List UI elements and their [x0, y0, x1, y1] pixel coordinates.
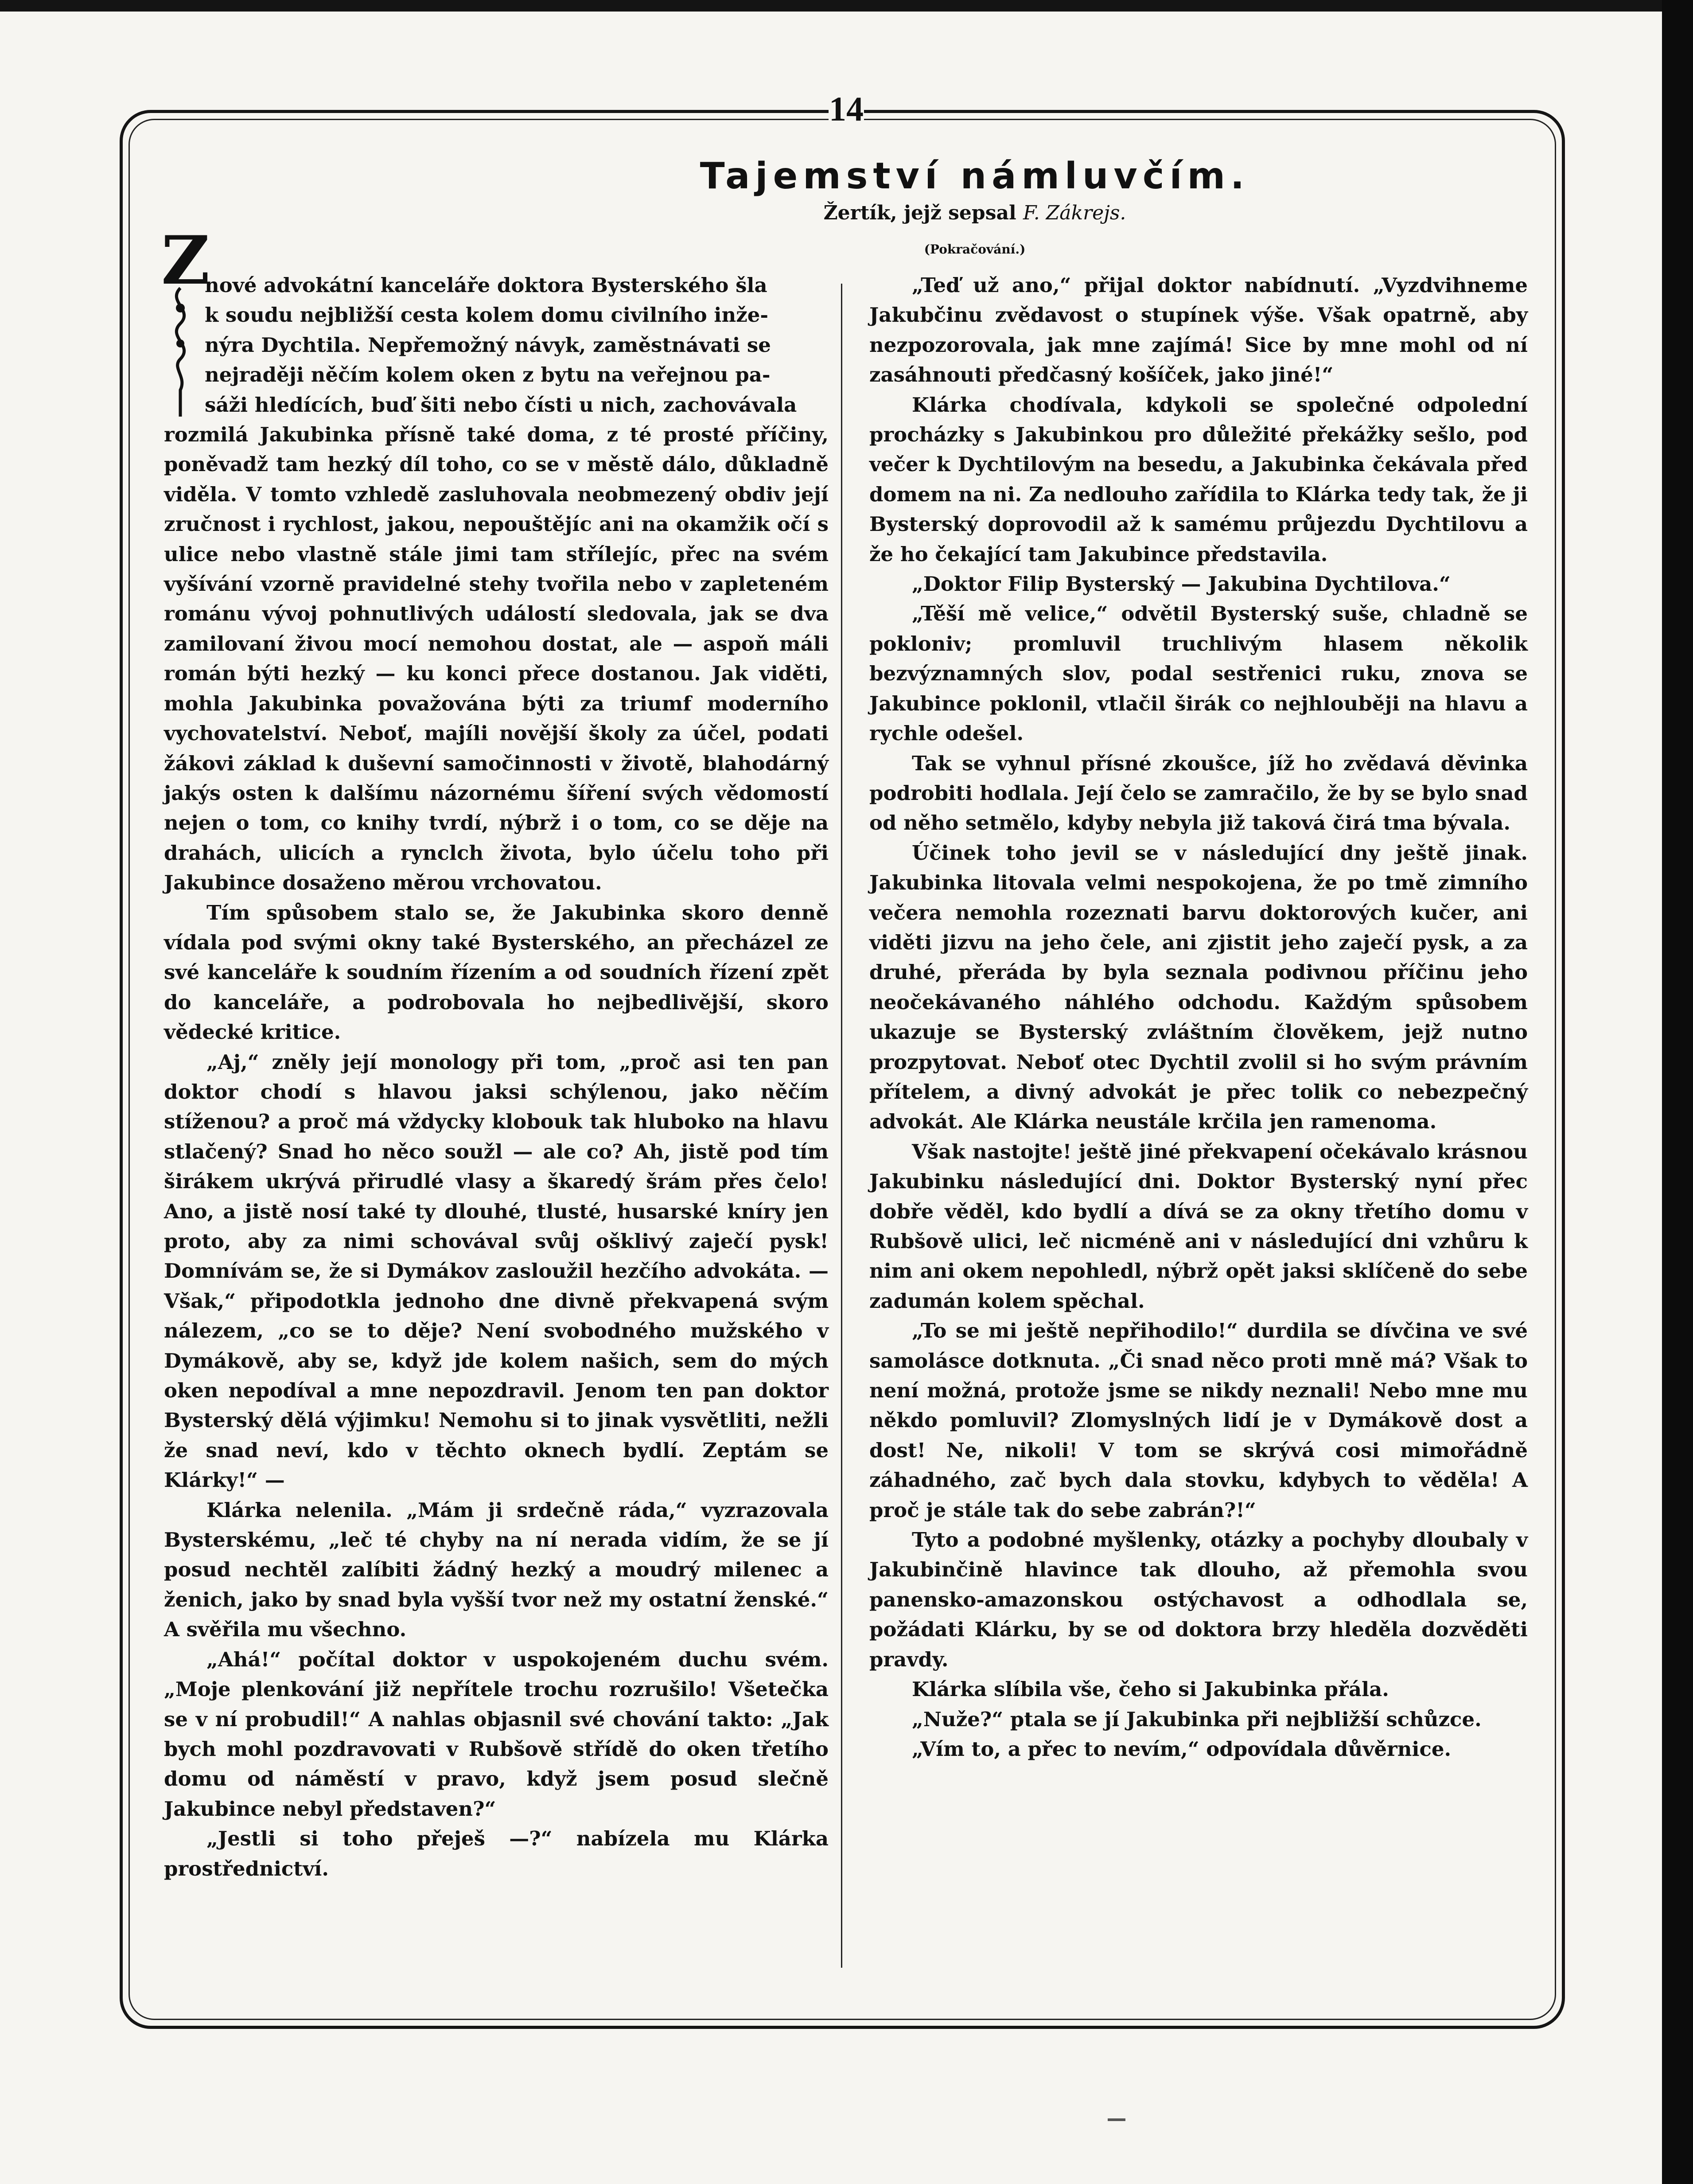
right-text-column: [869, 270, 1528, 1764]
paragraph: Klárka slíbila vše, čeho si Jakubinka přála.: [912, 1677, 1389, 1701]
paragraph: Však nastojte! ještě jiné překvapení očekávalo krásnou Jakubinku následující dni. Doktor Bysterský nyní přec dobře věděl, kdo bydlí a dívá se za okny třetího domu v Rubšově ulici, leč nicméně ani v následující dni vzhůru k nim ani okem nepohledl, nýbrž opět jaksi sklíčeně do sebe zadumán kolem spěchal.: [869, 1139, 1528, 1313]
print-speck: [1108, 2118, 1125, 2121]
paragraph: „Jestli si toho přeješ —?“ nabízela mu Klárka prostřednictví.: [164, 1827, 829, 1880]
article-title: Tajemství námluvčím.: [700, 155, 1250, 197]
paragraph: rozmilá Jakubinka přísně také doma, z té prosté příčiny, poněvadž tam hezký díl toho, co se v městě dálo, důkladně viděla. V tomto vzhledě zasluhovala neobmezený obdiv její zručnost i rychlost, jakou, nepouštějíc ani na okamžik očí s ulice nebo vlastně stále jimi tam střílejíc, přec na svém vyšívání vzorně pravidelné stehy tvořila nebo v zapleteném románu vývoj pohnutlivých událostí sledovala, jak se dva zamilovaní živou mocí nemohou dostat, ale — aspoň máli román býti hezký — ku konci přece dostanou. Jak viděti, mohla Jakubinka považována býti za triumf moderního vychovatelství. Neboť, majíli novější školy za účel, podati žákovi základ k duševní samočinnosti v životě, blahodárný jakýs osten k dalšímu názornému šíření svých vědomostí nejen o tom, co knihy tvrdí, nýbrž i o tom, co se děje na drahách, ulicích a rynclch života, bylo účelu toho při Jakubince dosaženo měrou vrchovatou.: [164, 423, 829, 895]
paragraph: Klárka nelenila. „Mám ji srdečně ráda,“ vyzrazovala Bysterskému, „leč té chyby na ní nerada vidím, že se jí posud nechtěl zalíbiti žádný hezký a moudrý milenec a ženich, jako by snad byla vyšší tvor než my ostatní ženské.“ A svěřila mu všechno.: [164, 1498, 829, 1642]
drop-cap-letter: Z: [161, 222, 210, 300]
text-line: nové advokátní kanceláře doktora Bysterského šla: [205, 273, 767, 297]
opening-lines: [205, 270, 829, 420]
paragraph: Klárka chodívala, kdykoli se společné odpolední procházky s Jakubinkou pro důležité překážky sešlo, pod večer k Dychtilovým na besedu, a Jakubinka čekávala před domem na ni. Za nedlouho zařídila to Klárka tedy tak, že ji Bysterský doprovodil až k samému průjezdu Dychtilovu a že ho čekající tam Jakubince představila.: [869, 393, 1528, 566]
subtitle-prefix: Žertík, jejž sepsal: [823, 202, 1016, 224]
paragraph: „Teď už ano,“ přijal doktor nabídnutí. „Vyzdvihneme Jakubčinu zvědavost o stupínek výše. Však opatrně, aby nezpozorovala, jak mne zajímá! Sice by mne mohl od ní zasáhnouti předčasný košíček, jako jiné!“: [869, 273, 1528, 387]
text-line: nejraději něčím kolem oken z bytu na veřejnou pa-: [205, 363, 771, 387]
column-divider: [841, 284, 842, 1968]
paragraph: „Těší mě velice,“ odvětil Bysterský suše, chladně se pokloniv; promluvil truchlivým hlasem několik bezvýznamných slov, podal sestřenici ruku, znova se Jakubince poklonil, vtlačil širák co nejhlouběji na hlavu a rychle odešel.: [869, 602, 1528, 745]
left-text-column: [164, 270, 829, 1884]
paragraph: Tím spůsobem stalo se, že Jakubinka skoro denně vídala pod svými okny také Bysterského, an přecházel ze své kanceláře k soudním řízením a od soudních řízení zpět do kanceláře, a podrobovala ho nejbedlivější, skoro vědecké kritice.: [164, 901, 829, 1044]
paragraph: „Ahá!“ počítal doktor v uspokojeném duchu svém. „Moje plenkování již nepřítele trochu rozrušilo! Všetečka se v ní probudil!“ A nahlas objasnil své chování takto: „Jak bych mohl pozdravovati v Rubšově střídě do oken třetího domu od náměstí v pravo, když jsem posud slečně Jakubince nebyl představen?“: [164, 1647, 829, 1821]
paragraph: „Vím to, a přec to nevím,“ odpovídala důvěrnice.: [912, 1737, 1452, 1761]
scan-border-top: [0, 0, 1693, 12]
paragraph: Tyto a podobné myšlenky, otázky a pochyby dloubaly v Jakubinčině hlavince tak dlouho, až přemohla svou panensko-amazonskou ostýchavost a odhodlala se, požádati Klárku, by se od doktora brzy hleděla dozvěděti pravdy.: [869, 1528, 1528, 1671]
author-name: F. Zákrejs.: [1023, 202, 1126, 224]
paragraph: Účinek toho jevil se v následující dny ještě jinak. Jakubinka litovala velmi nespokojena, že po tmě zimního večera nemohla rozeznati barvu doktorových kučer, ani viděti jizvu na jeho čele, ani zjistit jeho zaječí pysk, a za druhé, přeráda by byla seznala podivnou příčinu jeho neočekávaného náhlého odchodu. Každým spůsobem ukazuje se Bysterský zvláštním člověkem, jejž nutno prozpytovat. Neboť otec Dychtil zvolil si ho svým právním přítelem, a divný advokát je přec tolik co nebezpečný advokát. Ale Klárka neustále krčila jen ramenoma.: [869, 841, 1528, 1134]
paragraph: „Aj,“ zněly její monology při tom, „proč asi ten pan doktor chodí s hlavou jaksi schýlenou, jako něčím stíženou? a proč má vždycky klobouk tak hluboko na hlavu stlačený? Snad ho něco soužl — ale co? Ah, jistě pod tím širákem ukrývá přirudlé vlasy a škaredý šrám přes čelo! Ano, a jistě nosí také ty dlouhé, tlusté, husarské kníry jen proto, aby za nimi schovával svůj ošklivý zaječí pysk! Domnívám se, že si Dymákov zasloužil hezčího advokáta. — Však,“ připodotkla jednoho dne divně překvapená svým nálezem, „co se to děje? Není svobodného mužského v Dymákově, aby se, když jde kolem našich, sem do mých oken nepodíval a mne nepozdravil. Jenom ten pan doktor Bysterský dělá výjimku! Nemohu si to jinak vysvětliti, nežli že snad neví, kdo v těchto oknech bydlí. Zeptám se Klárky!“ —: [164, 1050, 829, 1492]
continuation-note: (Pokračování.): [924, 242, 1026, 257]
paragraph: „To se mi ještě nepřihodilo!“ durdila se dívčina ve své samolásce dotknuta. „Či snad něco proti mně má? Však to není možná, protože jsme se nikdy neznali! Nebo mne mu někdo pomluvil? Zlomyslných lidí je v Dymákově dost a dost! Ne, nikoli! V tom se skrývá cosi mimořádně záhadného, zač bych dala stovku, kdybych to věděla! A proč je stále tak do sebe zabrán?!“: [869, 1319, 1528, 1522]
article-subtitle: [443, 202, 1506, 224]
scan-border-right: [1662, 0, 1693, 2184]
text-line: nýra Dychtila. Nepřemožný návyk, zaměstnávati se: [205, 333, 771, 357]
paragraph: Tak se vyhnul přísné zkoušce, jíž ho zvědavá děvinka podrobiti hodlala. Její čelo se zamračilo, že by se bylo snad od něho setmělo, kdyby nebyla již taková čirá tma bývala.: [869, 751, 1528, 835]
paragraph: „Nuže?“ ptala se jí Jakubinka při nejbližší schůzce.: [912, 1707, 1482, 1731]
page-number: 14: [829, 87, 864, 131]
paragraph: „Doktor Filip Bysterský — Jakubina Dychtilova.“: [912, 572, 1451, 596]
text-line: k soudu nejbližší cesta kolem domu civilního inže-: [205, 303, 769, 327]
text-line: sáži hledících, buď šiti nebo čísti u nich, zachovávala: [205, 393, 797, 417]
